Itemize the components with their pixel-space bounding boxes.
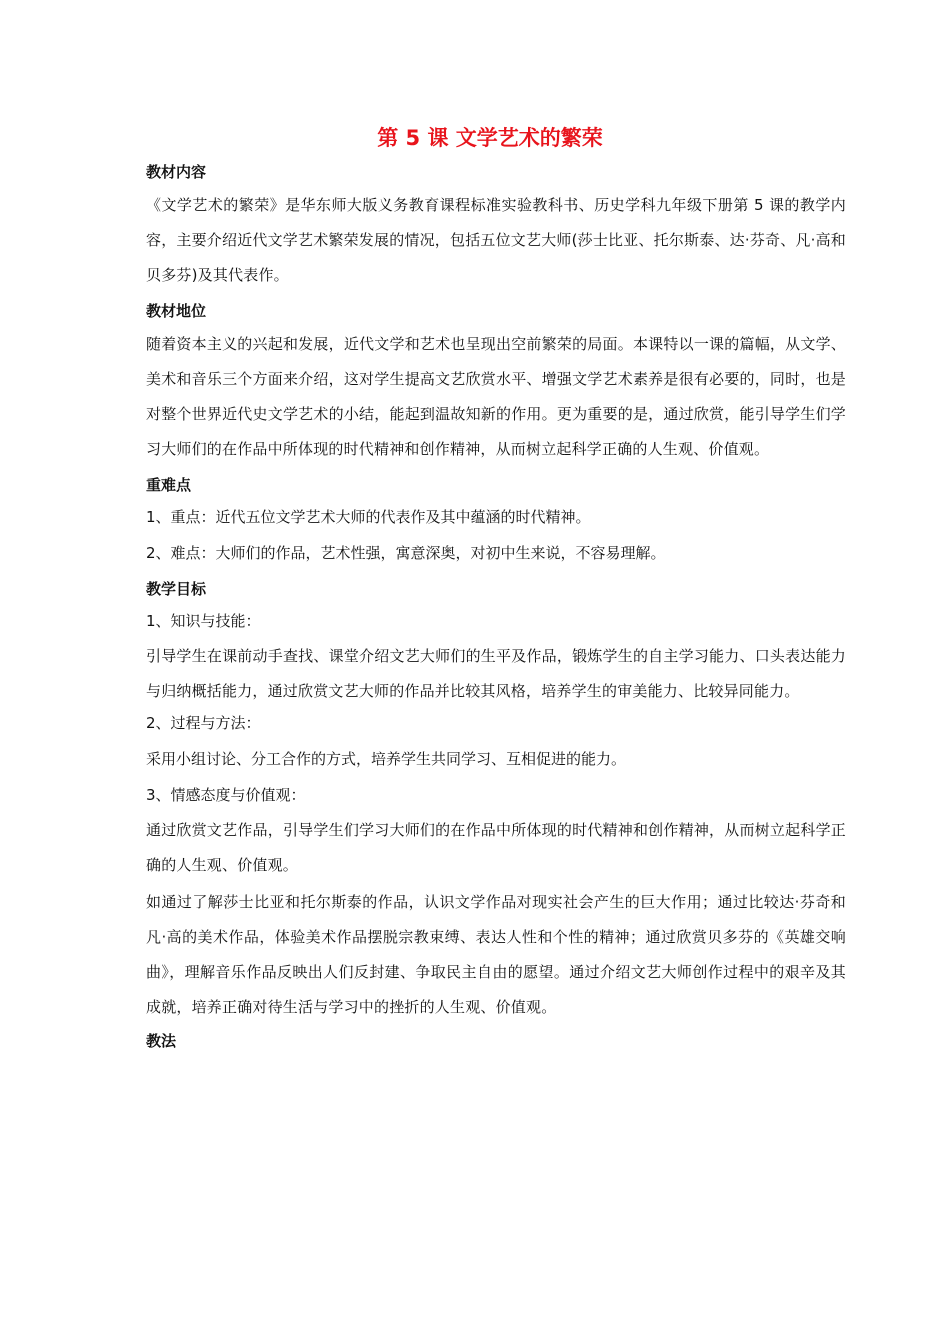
page-title: 第 5 课 文学艺术的繁荣: [377, 126, 603, 150]
difficulty-key-point: 1、重点：近代五位文学艺术大师的代表作及其中蕴涵的时代精神。: [146, 508, 591, 526]
difficulty-hard-point: 2、难点：大师们的作品，艺术性强，寓意深奥，对初中生来说，不容易理解。: [146, 544, 666, 562]
goal-2-text: 采用小组讨论、分工合作的方式，培养学生共同学习、互相促进的能力。: [146, 750, 627, 768]
document-body: [146, 160, 846, 1061]
section-heading-goals: 教学目标: [146, 580, 207, 598]
section-heading-difficulty: 重难点: [146, 476, 192, 494]
section-heading-content: 教材内容: [146, 163, 207, 181]
goal-3-text: 通过欣赏文艺作品，引导学生们学习大师们的在作品中所体现的时代精神和创作精神，从而树立起科学正确的人生观、价值观。: [146, 821, 846, 874]
goal-3-example: 如通过了解莎士比亚和托尔斯泰的作品，认识文学作品对现实社会产生的巨大作用；通过比较达·芬奇和凡·高的美术作品，体验美术作品摆脱宗教束缚、表达人性和个性的精神；通过欣赏贝多芬的《英雄交响曲》，理解音乐作品反映出人们反封建、争取民主自由的愿望。通过介绍文艺大师创作过程中的艰辛及其成就，培养正确对待生活与学习中的挫折的人生观、价值观。: [146, 893, 846, 1016]
section-text-content: 《文学艺术的繁荣》是华东师大版义务教育课程标准实验教科书、历史学科九年级下册第 5 课的教学内容，主要介绍近代文学艺术繁荣发展的情况，包括五位文艺大师(莎士比亚、托尔斯泰、达·芬奇、凡·高和贝多芬)及其代表作。: [146, 196, 846, 284]
goal-1-text: 引导学生在课前动手查找、课堂介绍文艺大师们的生平及作品，锻炼学生的自主学习能力、口头表达能力与归纳概括能力，通过欣赏文艺大师的作品并比较其风格，培养学生的审美能力、比较异同能力。: [146, 647, 846, 700]
goal-3-label: 3、情感态度与价值观：: [146, 786, 306, 804]
section-text-position: 随着资本主义的兴起和发展，近代文学和艺术也呈现出空前繁荣的局面。本课特以一课的篇幅，从文学、美术和音乐三个方面来介绍，这对学生提高文艺欣赏水平、增强文学艺术素养是很有必要的，同时，也是对整个世界近代史文学艺术的小结，能起到温故知新的作用。更为重要的是，通过欣赏，能引导学生们学习大师们的在作品中所体现的时代精神和创作精神，从而树立起科学正确的人生观、价值观。: [146, 335, 846, 458]
goal-1-label: 1、知识与技能：: [146, 612, 261, 630]
section-heading-position: 教材地位: [146, 302, 207, 320]
goal-2-label: 2、过程与方法：: [146, 714, 261, 732]
section-heading-method: 教法: [146, 1032, 177, 1050]
